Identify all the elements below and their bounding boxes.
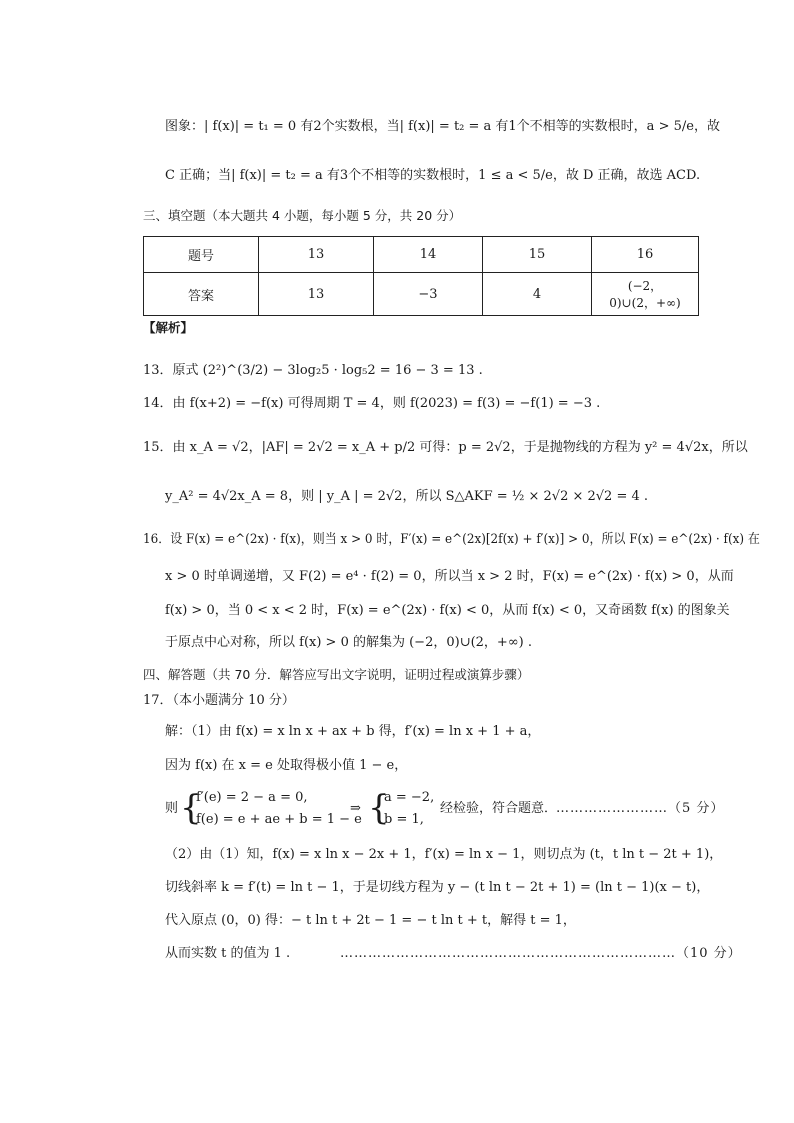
solution-16-line-2: x > 0 时单调递增，又 F(2) = e⁴ · f(2) = 0，所以当 x > 2 时，F(x) = e^(2x) · f(x) > 0，从而 xyxy=(165,569,734,584)
section-4-heading: 四、解答题（共 70 分．解答应写出文字说明，证明过程或演算步骤） xyxy=(143,667,530,682)
q17-step-6: 代入原点 (0，0) 得：− t ln t + 2t − 1 = − t ln t + t，解得 t = 1， xyxy=(165,913,576,928)
solution-16-line-1: 16．设 F(x) = e^(2x) · f(x)，则当 x > 0 时，F′(x) = e^(2x)[2f(x) + f′(x)] > 0，所以 F(x) = e^(2x) · f(x) 在 xyxy=(143,532,760,547)
answer-table xyxy=(143,236,699,316)
solution-15-line-1: 15．由 x_A = √2，|AF| = 2√2 = x_A + p/2 可得：p = 2√2，于是抛物线的方程为 y² = 4√2x，所以 xyxy=(143,440,748,455)
solution-15-line-2: y_A² = 4√2x_A = 8，则 | y_A | = 2√2，所以 S△AKF = ½ × 2√2 × 2√2 = 4 . xyxy=(165,489,649,504)
table-cell: 4 xyxy=(483,273,592,316)
solution-14: 14．由 f(x+2) = −f(x) 可得周期 T = 4，则 f(2023) = f(3) = −f(1) = −3 . xyxy=(143,396,601,411)
solution-13: 13．原式 (2²)^(3/2) − 3log₂5 · log₅2 = 16 − 3 = 13 . xyxy=(143,363,483,378)
q17-check-text: 经检验，符合题意． xyxy=(440,801,558,816)
text-line-1: 图象：| f(x)| = t₁ = 0 有2个实数根，当| f(x)| = t₂ = a 有1个不相等的实数根时，a > 5/e，故 xyxy=(165,119,720,134)
solution-16-line-4: 于原点中心对称，所以 f(x) > 0 的解集为 (−2，0)∪(2，+∞) . xyxy=(165,635,532,650)
q17-score-5: ……………………（5 分） xyxy=(556,801,725,816)
table-row xyxy=(144,273,699,316)
right-brace-icon: { xyxy=(368,788,390,828)
q17-step-5: 切线斜率 k = f′(t) = ln t − 1，于是切线方程为 y − (t ln t − 2t + 1) = (ln t − 1)(x − t)， xyxy=(165,880,710,895)
table-cell: −3 xyxy=(374,273,483,316)
table-cell: (−2，0)∪(2，+∞) xyxy=(592,273,699,316)
table-cell: 13 xyxy=(259,273,374,316)
q17-step-7: 从而实数 t 的值为 1 . xyxy=(165,946,291,961)
q17-score-10: ………………………………………………………………（10 分） xyxy=(340,946,742,961)
q17-result-b: b = 1, xyxy=(384,812,424,827)
table-cell: 答案 xyxy=(144,273,259,316)
table-cell: 16 xyxy=(592,237,699,273)
solution-16-line-3: f(x) > 0，当 0 < x < 2 时，F(x) = e^(2x) · f(x) < 0，从而 f(x) < 0，又奇函数 f(x) 的图象关 xyxy=(165,603,730,618)
left-brace-icon: { xyxy=(180,788,202,828)
q17-step-2: 因为 f(x) 在 x = e 处取得极小值 1 − e， xyxy=(165,758,408,773)
question-17-heading: 17．（本小题满分 10 分） xyxy=(143,693,295,708)
table-cell: 15 xyxy=(483,237,592,273)
table-cell: 14 xyxy=(374,237,483,273)
q17-step-4: （2）由（1）知，f(x) = x ln x − 2x + 1，f′(x) = ln x − 1，则切点为 (t，t ln t − 2t + 1)， xyxy=(165,847,723,862)
section-3-heading: 三、填空题（本大题共 4 小题，每小题 5 分，共 20 分） xyxy=(143,208,462,223)
table-row xyxy=(144,237,699,273)
q17-result-a: a = −2, xyxy=(384,790,435,805)
table-cell: 题号 xyxy=(144,237,259,273)
q17-then-label: 则 xyxy=(165,801,179,816)
analysis-heading: 【解析】 xyxy=(143,320,194,335)
q17-system-row-2: f(e) = e + ae + b = 1 − e xyxy=(196,812,362,827)
text-line-2: C 正确；当| f(x)| = t₂ = a 有3个不相等的实数根时，1 ≤ a < 5/e，故 D 正确，故选 ACD. xyxy=(165,168,701,183)
q17-system-row-1: f′(e) = 2 − a = 0, xyxy=(196,790,308,805)
q17-step-1: 解：（1）由 f(x) = x ln x + ax + b 得，f′(x) = ln x + 1 + a， xyxy=(165,724,541,739)
table-cell: 13 xyxy=(259,237,374,273)
implies-arrow-icon: ⇒ xyxy=(350,801,361,816)
